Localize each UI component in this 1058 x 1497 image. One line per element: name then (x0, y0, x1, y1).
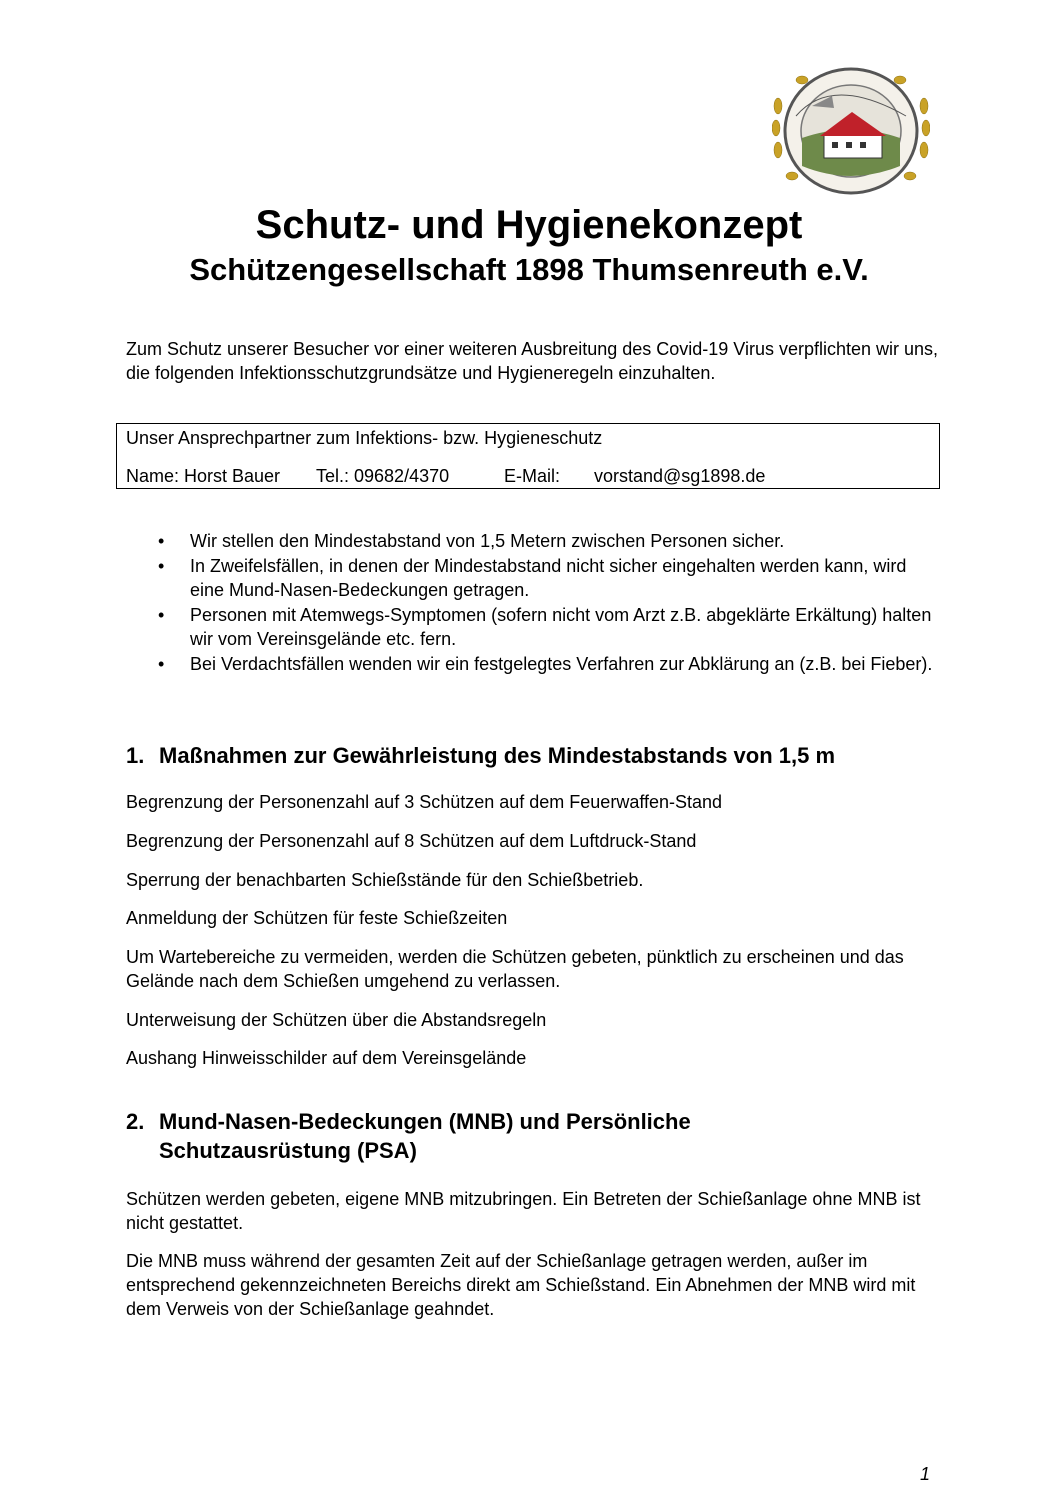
list-item: • In Zweifelsfällen, in denen der Mindestabstand nicht sicher eingehalten werden kann, wird eine Mund-Nasen-Bedeckungen getragen. (158, 556, 907, 600)
club-seal-logo-icon (772, 66, 930, 196)
document-title: Schutz- und Hygienekonzept (255, 203, 803, 247)
section-2-paragraph: Die MNB muss während der gesamten Zeit auf der Schießanlage getragen werden, außer im entsprechend gekennzeichneten Bereichs direkt am Schießstand. Ein Abnehmen der MNB wird mit dem Verweis von der Schießanlage geahndet. (126, 1251, 916, 1319)
section-1-paragraph: Unterweisung der Schützen über die Abstandsregeln (126, 1010, 547, 1030)
page-number: 1 (920, 1464, 931, 1484)
bullet-icon: • (158, 654, 165, 674)
contact-email-label: E-Mail: (504, 466, 561, 486)
section-1-title: Maßnahmen zur Gewährleistung des Mindestabstands von 1,5 m (159, 743, 836, 768)
intro-paragraph: Zum Schutz unserer Besucher vor einer weiteren Ausbreitung des Covid-19 Virus verpflichten wir uns, die folgenden Infektionsschutzgrundsätze und Hygieneregeln einzuhalten. (126, 339, 939, 383)
section-1-heading (126, 741, 946, 770)
contact-heading: Unser Ansprechpartner zum Infektions- bzw. Hygieneschutz (126, 428, 603, 448)
document-subtitle: Schützengesellschaft 1898 Thumsenreuth e.V. (189, 252, 869, 287)
section-1-paragraph: Sperrung der benachbarten Schießstände für den Schießbetrieb. (126, 870, 644, 890)
list-item: • Personen mit Atemwegs-Symptomen (sofern nicht vom Arzt z.B. abgeklärte Erkältung) halten wir vom Vereinsgelände etc. fern. (158, 605, 932, 649)
section-2-title: Mund-Nasen-Bedeckungen (MNB) und Persönliche Schutzausrüstung (PSA) (159, 1109, 691, 1163)
contact-name: Name: Horst Bauer (126, 466, 281, 486)
section-1-paragraph: Aushang Hinweisschilder auf dem Vereinsgelände (126, 1048, 527, 1068)
section-1-number: 1. (126, 743, 145, 768)
section-2-number: 2. (126, 1109, 145, 1134)
contact-phone: Tel.: 09682/4370 (316, 466, 450, 486)
bullet-icon: • (158, 556, 165, 576)
section-2-heading (126, 1107, 826, 1165)
bullet-icon: • (158, 531, 165, 551)
bullet-list (150, 529, 940, 677)
section-1-paragraph: Begrenzung der Personenzahl auf 3 Schützen auf dem Feuerwaffen-Stand (126, 792, 723, 812)
section-2-paragraph: Schützen werden gebeten, eigene MNB mitzubringen. Ein Betreten der Schießanlage ohne MNB ist nicht gestattet. (126, 1189, 921, 1233)
section-1-paragraph: Anmeldung der Schützen für feste Schießzeiten (126, 908, 508, 928)
section-1-paragraph: Um Wartebereiche zu vermeiden, werden die Schützen gebeten, pünktlich zu erscheinen und das Gelände nach dem Schießen umgehend zu verlassen. (126, 947, 904, 991)
contact-email-value: vorstand@sg1898.de (594, 466, 766, 486)
list-item: • Bei Verdachtsfällen wenden wir ein festgelegtes Verfahren zur Abklärung an (z.B. bei Fieber). (158, 654, 933, 674)
list-item: • Wir stellen den Mindestabstand von 1,5 Metern zwischen Personen sicher. (158, 531, 785, 551)
section-1-paragraph: Begrenzung der Personenzahl auf 8 Schützen auf dem Luftdruck-Stand (126, 831, 697, 851)
contact-box (116, 423, 940, 489)
bullet-icon: • (158, 605, 165, 625)
